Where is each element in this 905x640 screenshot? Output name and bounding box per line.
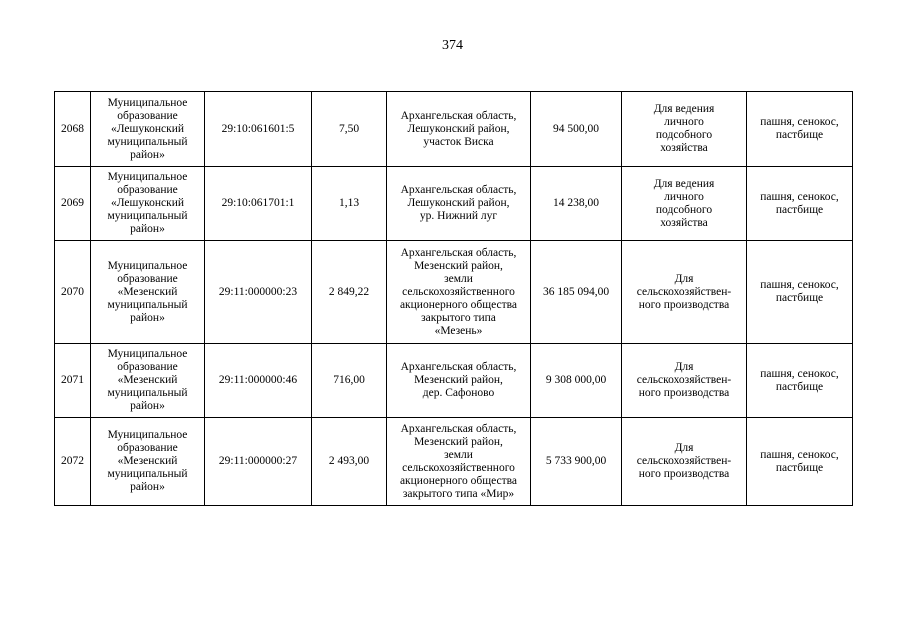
cadastral-number-cell: 29:11:000000:46 <box>205 344 312 418</box>
permitted-use-cell: Для сельскохозяйствен- ного производства <box>622 418 747 506</box>
address-cell: Архангельская область, Мезенский район, земли сельскохозяйственного акционерного общества закрытого типа «Мезень» <box>387 241 531 344</box>
page-number: 374 <box>442 38 463 53</box>
address-cell: Архангельская область, Лешуконский район, участок Виска <box>387 92 531 167</box>
permitted-use-cell: Для ведения личного подсобного хозяйства <box>622 167 747 241</box>
permitted-use-cell: Для сельскохозяйствен- ного производства <box>622 241 747 344</box>
table-row <box>55 167 853 241</box>
cadastral-number-cell: 29:11:000000:23 <box>205 241 312 344</box>
land-kind-cell: пашня, сенокос, пастбище <box>747 344 853 418</box>
address-cell: Архангельская область, Мезенский район, дер. Сафоново <box>387 344 531 418</box>
row-number-cell: 2068 <box>55 92 91 167</box>
owner-cell: Муниципальное образование «Лешуконский муниципальный район» <box>91 92 205 167</box>
cadastral-number-cell: 29:10:061701:1 <box>205 167 312 241</box>
land-kind-cell: пашня, сенокос, пастбище <box>747 418 853 506</box>
price-cell: 9 308 000,00 <box>531 344 622 418</box>
address-cell: Архангельская область, Лешуконский район, ур. Нижний луг <box>387 167 531 241</box>
table-row <box>55 344 853 418</box>
row-number-cell: 2071 <box>55 344 91 418</box>
owner-cell: Муниципальное образование «Мезенский муниципальный район» <box>91 344 205 418</box>
cadastral-number-cell: 29:11:000000:27 <box>205 418 312 506</box>
land-registry-table <box>54 91 853 506</box>
row-number-cell: 2072 <box>55 418 91 506</box>
cadastral-number-cell: 29:10:061601:5 <box>205 92 312 167</box>
permitted-use-cell: Для ведения личного подсобного хозяйства <box>622 92 747 167</box>
row-number-cell: 2069 <box>55 167 91 241</box>
area-cell: 1,13 <box>312 167 387 241</box>
price-cell: 94 500,00 <box>531 92 622 167</box>
owner-cell: Муниципальное образование «Мезенский муниципальный район» <box>91 418 205 506</box>
land-kind-cell: пашня, сенокос, пастбище <box>747 167 853 241</box>
area-cell: 2 849,22 <box>312 241 387 344</box>
area-cell: 716,00 <box>312 344 387 418</box>
row-number-cell: 2070 <box>55 241 91 344</box>
land-kind-cell: пашня, сенокос, пастбище <box>747 92 853 167</box>
price-cell: 5 733 900,00 <box>531 418 622 506</box>
owner-cell: Муниципальное образование «Лешуконский муниципальный район» <box>91 167 205 241</box>
owner-cell: Муниципальное образование «Мезенский муниципальный район» <box>91 241 205 344</box>
address-cell: Архангельская область, Мезенский район, земли сельскохозяйственного акционерного общества закрытого типа «Мир» <box>387 418 531 506</box>
price-cell: 36 185 094,00 <box>531 241 622 344</box>
table-row <box>55 418 853 506</box>
price-cell: 14 238,00 <box>531 167 622 241</box>
permitted-use-cell: Для сельскохозяйствен- ного производства <box>622 344 747 418</box>
area-cell: 2 493,00 <box>312 418 387 506</box>
land-kind-cell: пашня, сенокос, пастбище <box>747 241 853 344</box>
table-row <box>55 92 853 167</box>
table-row <box>55 241 853 344</box>
area-cell: 7,50 <box>312 92 387 167</box>
